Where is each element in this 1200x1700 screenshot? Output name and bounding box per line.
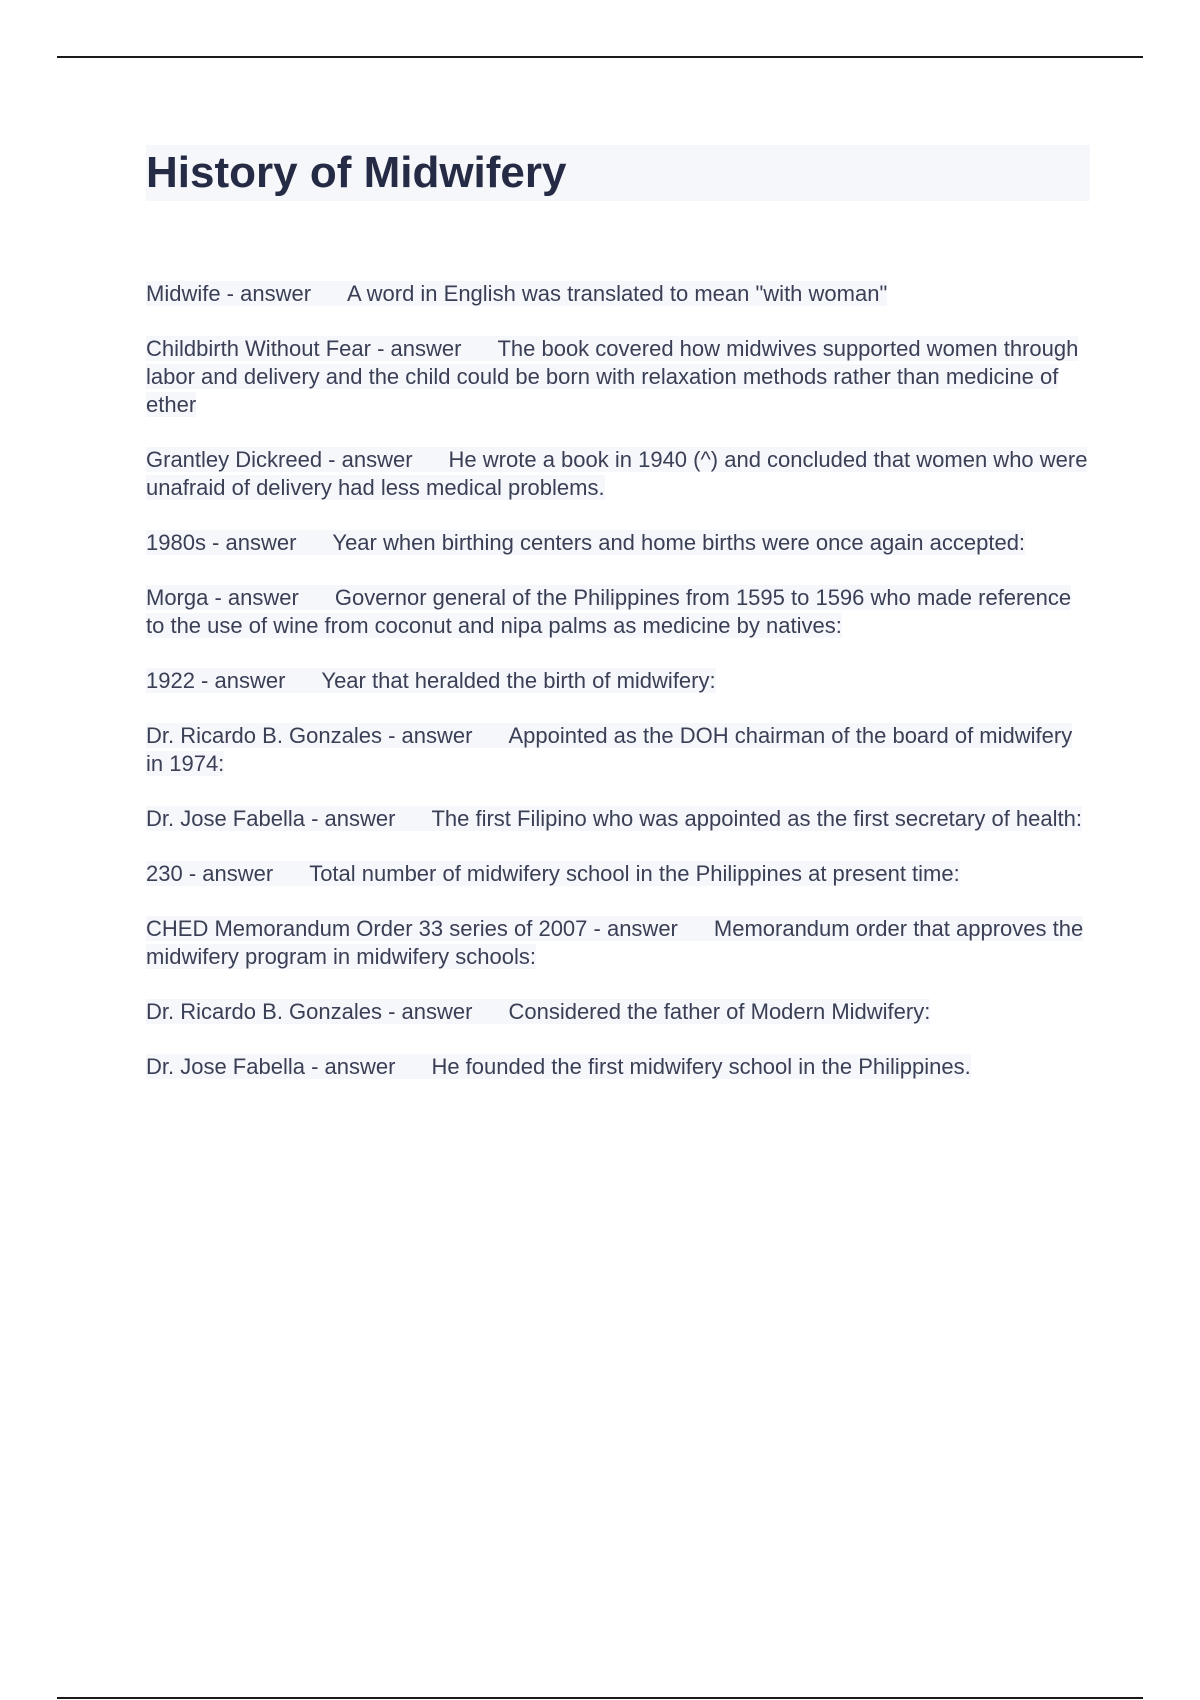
- list-item: [146, 722, 1090, 778]
- entry-definition: Appointed as the DOH chairman of the board of midwifery in 1974:: [146, 723, 1073, 776]
- top-rule: [57, 56, 1143, 58]
- entry-term: Morga - answer: [146, 585, 299, 610]
- entry-term: 1980s - answer: [146, 530, 297, 555]
- list-item: [146, 1053, 1090, 1081]
- entry-definition: He founded the first midwifery school in the Philippines.: [431, 1054, 971, 1079]
- bottom-rule: [57, 1697, 1143, 1699]
- entry-definition: The first Filipino who was appointed as the first secretary of health:: [431, 806, 1082, 831]
- entry-definition: Year when birthing centers and home births were once again accepted:: [332, 530, 1026, 555]
- entry-definition: Year that heralded the birth of midwifery:: [321, 668, 716, 693]
- document-body: [146, 145, 1090, 1108]
- list-item: [146, 998, 1090, 1026]
- entry-term: CHED Memorandum Order 33 series of 2007 - answer: [146, 916, 678, 941]
- entry-term: Dr. Ricardo B. Gonzales - answer: [146, 999, 473, 1024]
- entry-term: Dr. Jose Fabella - answer: [146, 1054, 396, 1079]
- entry-definition: Total number of midwifery school in the Philippines at present time:: [309, 861, 960, 886]
- entry-definition: Memorandum order that approves the midwifery program in midwifery schools:: [146, 916, 1084, 969]
- entry-list: [146, 280, 1090, 1081]
- entry-term: 230 - answer: [146, 861, 274, 886]
- list-item: [146, 860, 1090, 888]
- entry-term: 1922 - answer: [146, 668, 286, 693]
- list-item: [146, 805, 1090, 833]
- list-item: [146, 446, 1090, 502]
- entry-definition: Considered the father of Modern Midwifery:: [508, 999, 931, 1024]
- entry-term: Childbirth Without Fear - answer: [146, 336, 462, 361]
- list-item: [146, 667, 1090, 695]
- entry-definition: The book covered how midwives supported women through labor and delivery and the child could be born with relaxation methods rather than medicine of ether: [146, 336, 1079, 417]
- entry-term: Dr. Ricardo B. Gonzales - answer: [146, 723, 473, 748]
- title-band: [146, 145, 1090, 201]
- document-title: History of Midwifery: [146, 148, 567, 197]
- entry-term: Grantley Dickreed - answer: [146, 447, 413, 472]
- list-item: [146, 529, 1090, 557]
- list-item: [146, 335, 1090, 419]
- list-item: [146, 584, 1090, 640]
- entry-term: Dr. Jose Fabella - answer: [146, 806, 396, 831]
- entry-term: Midwife - answer: [146, 281, 312, 306]
- entry-definition: Governor general of the Philippines from 1595 to 1596 who made reference to the use of wine from coconut and nipa palms as medicine by natives:: [146, 585, 1072, 638]
- list-item: [146, 915, 1090, 971]
- list-item: [146, 280, 1090, 308]
- entry-definition: He wrote a book in 1940 (^) and concluded that women who were unafraid of delivery had less medical problems.: [146, 447, 1088, 500]
- entry-definition: A word in English was translated to mean "with woman": [347, 281, 888, 306]
